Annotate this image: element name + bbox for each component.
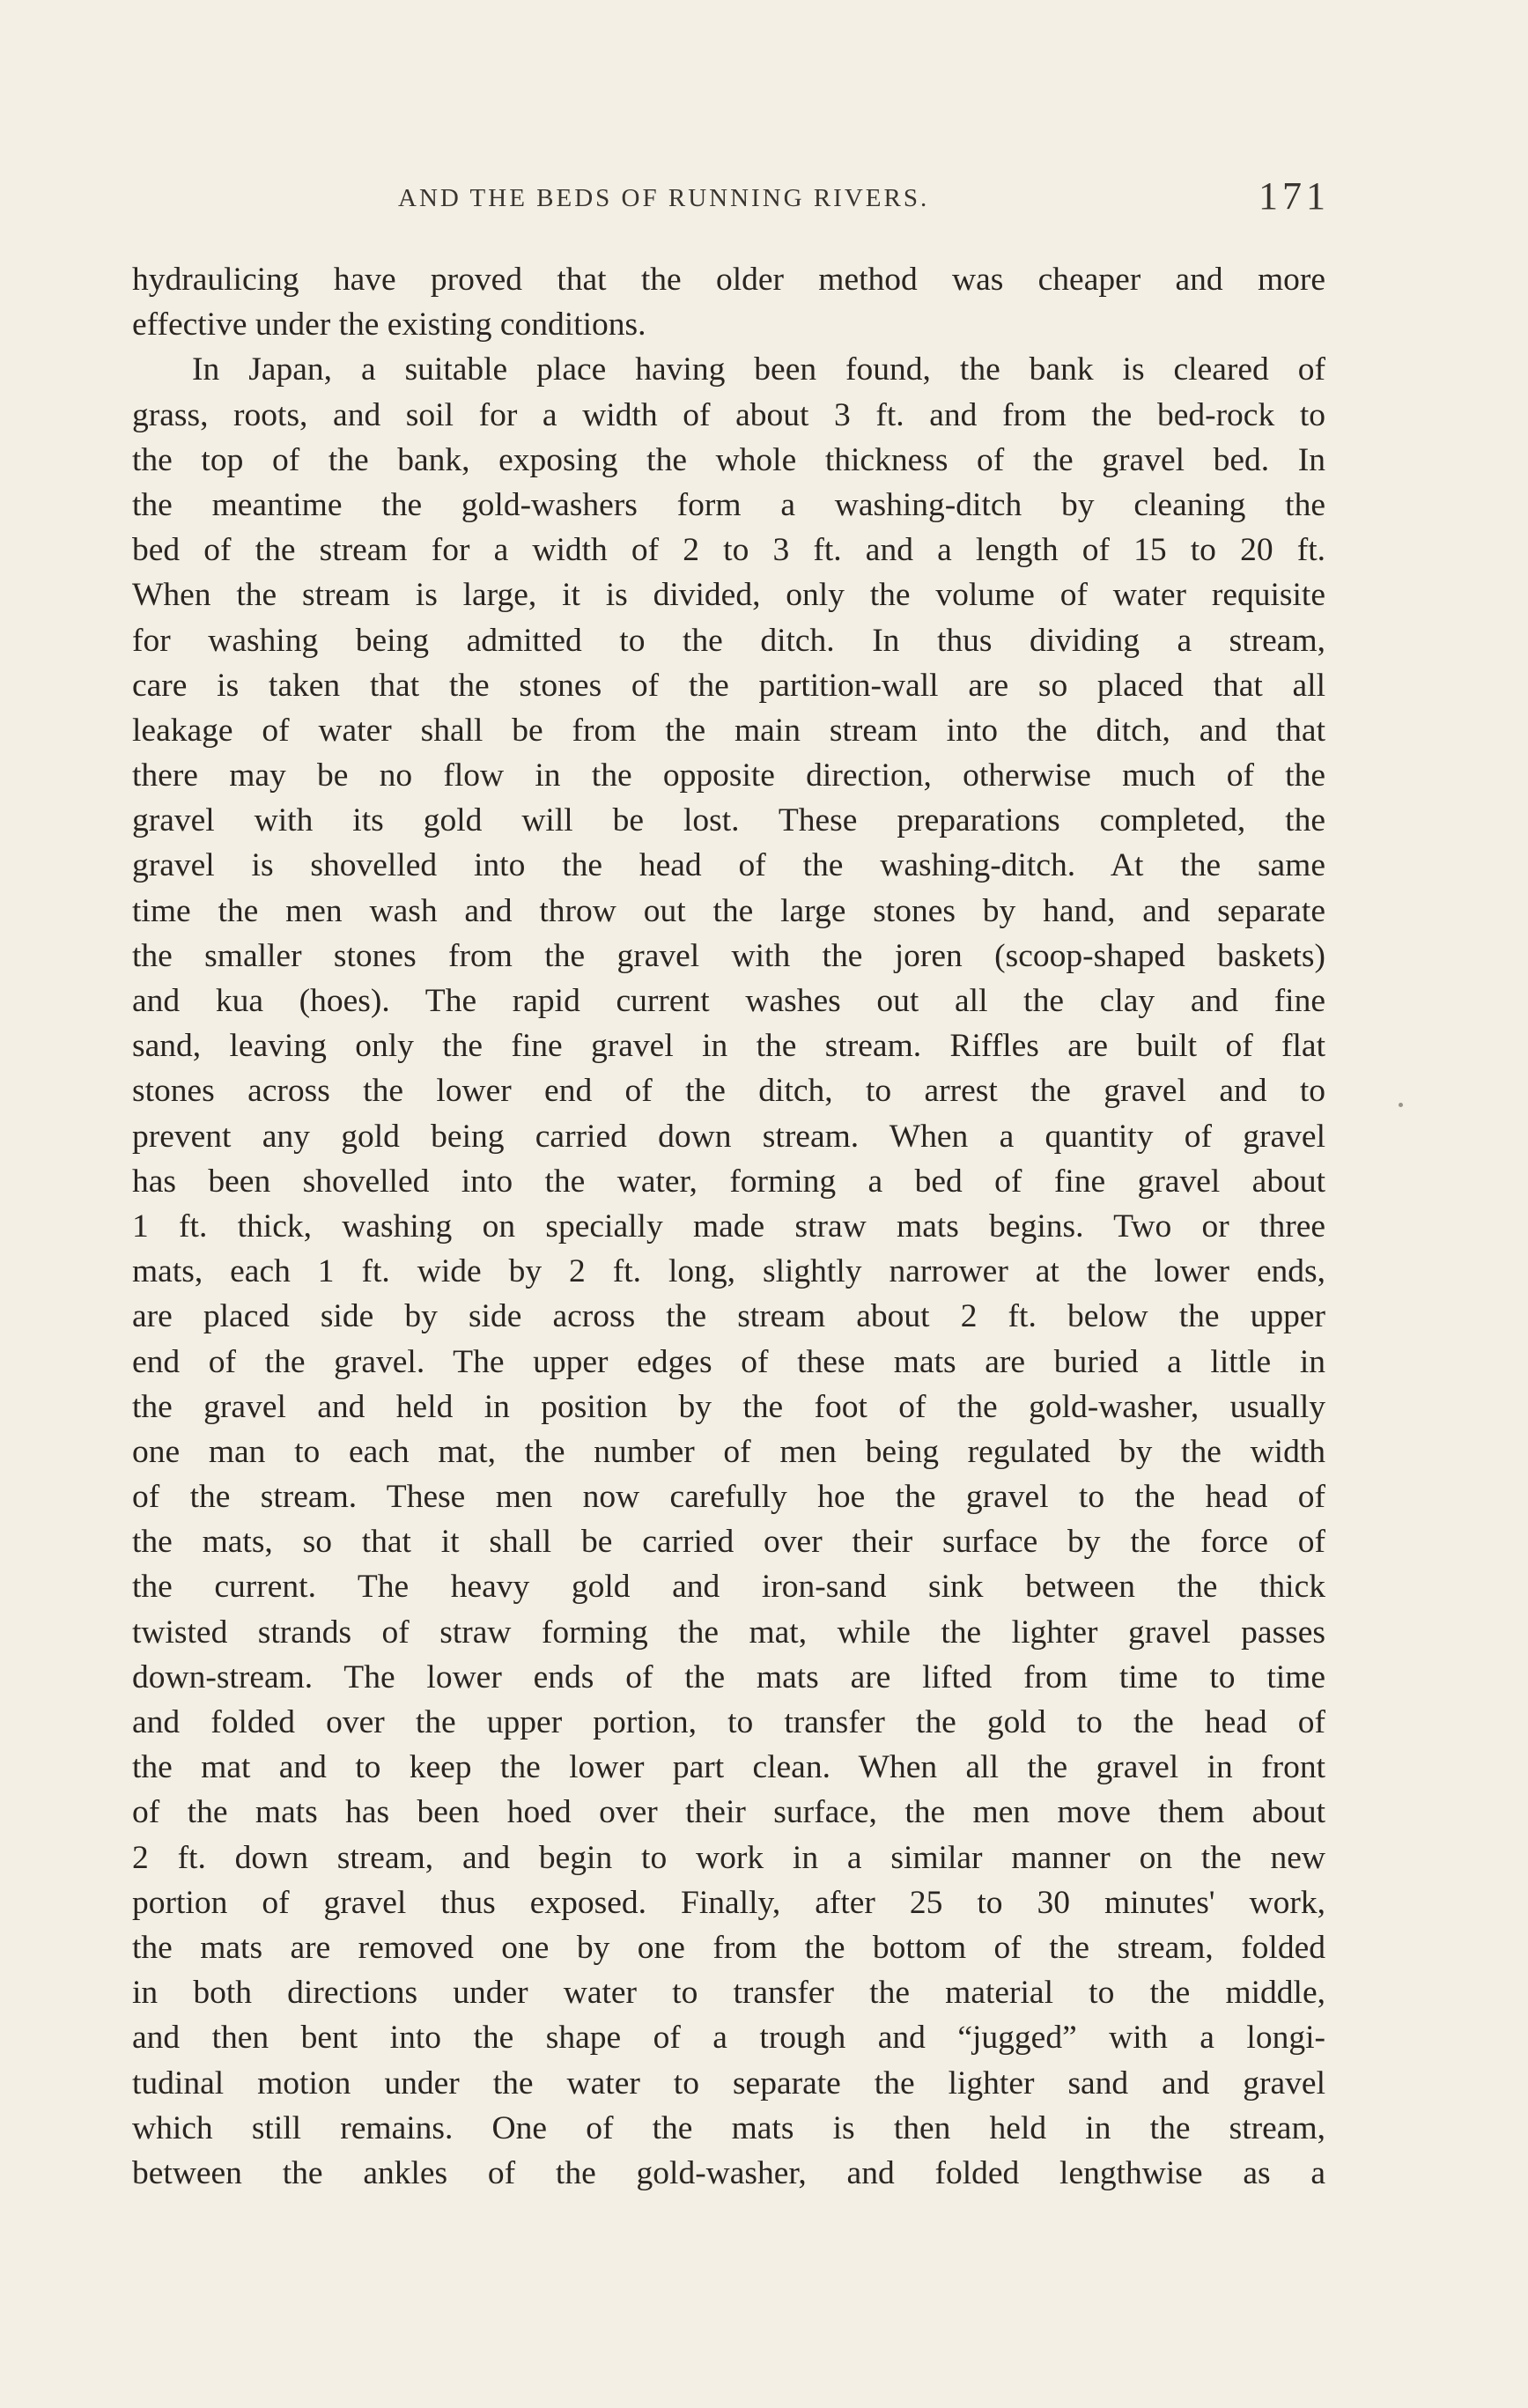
text-line: between the ankles of the gold-washer, and folded lengthwise as a	[132, 2154, 1325, 2191]
text-line: grass, roots, and soil for a width of about 3 ft. and from the bed-rock to	[132, 396, 1325, 433]
text-line: the gravel and held in position by the foot of the gold-washer, usually	[132, 1388, 1325, 1425]
text-line: In Japan, a suitable place having been found, the bank is cleared of	[192, 351, 1325, 388]
running-head: AND THE BEDS OF RUNNING RIVERS.	[398, 184, 930, 212]
text-line: When the stream is large, it is divided, only the volume of water requisite	[132, 577, 1325, 614]
text-line: care is taken that the stones of the partition-wall are so placed that all	[132, 667, 1325, 704]
text-line: twisted strands of straw forming the mat, while the lighter gravel passes	[132, 1614, 1325, 1651]
margin-speck	[1399, 1103, 1403, 1107]
text-line: effective under the existing conditions.	[132, 307, 646, 343]
text-line: has been shovelled into the water, forming a bed of fine gravel about	[132, 1163, 1325, 1200]
text-line: gravel is shovelled into the head of the washing-ditch. At the same	[132, 847, 1325, 884]
text-line: gravel with its gold will be lost. These preparations completed, the	[132, 802, 1325, 839]
text-line: of the mats has been hoed over their surface, the men move them about	[132, 1794, 1325, 1831]
text-line: hydraulicing have proved that the older method was cheaper and more	[132, 262, 1325, 298]
text-line: the smaller stones from the gravel with the joren (scoop-shaped baskets)	[132, 937, 1325, 974]
text-line: in both directions under water to transfer the material to the middle,	[132, 1975, 1325, 2012]
text-line: the mats are removed one by one from the bottom of the stream, folded	[132, 1929, 1325, 1966]
text-line: and kua (hoes). The rapid current washes out all the clay and fine	[132, 983, 1325, 1019]
text-line: which still remains. One of the mats is then held in the stream,	[132, 2109, 1325, 2146]
text-line: for washing being admitted to the ditch. In thus dividing a stream,	[132, 622, 1325, 659]
page-number: 171	[1259, 174, 1330, 218]
text-line: 2 ft. down stream, and begin to work in a similar manner on the new	[132, 1839, 1325, 1876]
text-line: prevent any gold being carried down stream. When a quantity of gravel	[132, 1118, 1325, 1155]
text-line: are placed side by side across the stream about 2 ft. below the upper	[132, 1298, 1325, 1335]
text-line: the current. The heavy gold and iron-sand sink between the thick	[132, 1569, 1325, 1606]
text-line: down-stream. The lower ends of the mats are lifted from time to time	[132, 1658, 1325, 1695]
page-header	[123, 174, 1330, 233]
text-line: the mat and to keep the lower part clean. When all the gravel in front	[132, 1749, 1325, 1786]
text-line: tudinal motion under the water to separate the lighter sand and gravel	[132, 2065, 1325, 2101]
text-line: there may be no flow in the opposite direction, otherwise much of the	[132, 757, 1325, 794]
text-line: and then bent into the shape of a trough and “jugged” with a longi-	[132, 2020, 1325, 2057]
text-line: time the men wash and throw out the large stones by hand, and separate	[132, 892, 1325, 929]
text-line: bed of the stream for a width of 2 to 3 ft. and a length of 15 to 20 ft.	[132, 532, 1325, 569]
text-line: the mats, so that it shall be carried over their surface by the force of	[132, 1524, 1325, 1561]
text-line: the top of the bank, exposing the whole thickness of the gravel bed. In	[132, 441, 1325, 478]
text-line: one man to each mat, the number of men being regulated by the width	[132, 1433, 1325, 1470]
text-line: sand, leaving only the fine gravel in the stream. Riffles are built of flat	[132, 1028, 1325, 1065]
text-line: 1 ft. thick, washing on specially made straw mats begins. Two or three	[132, 1208, 1325, 1245]
body-text	[132, 257, 1325, 2196]
text-line: end of the gravel. The upper edges of these mats are buried a little in	[132, 1343, 1325, 1380]
text-line: the meantime the gold-washers form a washing-ditch by cleaning the	[132, 486, 1325, 523]
text-line: leakage of water shall be from the main stream into the ditch, and that	[132, 712, 1325, 749]
text-line: of the stream. These men now carefully hoe the gravel to the head of	[132, 1479, 1325, 1516]
text-line: mats, each 1 ft. wide by 2 ft. long, slightly narrower at the lower ends,	[132, 1253, 1325, 1290]
text-line: stones across the lower end of the ditch, to arrest the gravel and to	[132, 1073, 1325, 1110]
text-line: and folded over the upper portion, to transfer the gold to the head of	[132, 1704, 1325, 1740]
text-line: portion of gravel thus exposed. Finally, after 25 to 30 minutes' work,	[132, 1884, 1325, 1921]
